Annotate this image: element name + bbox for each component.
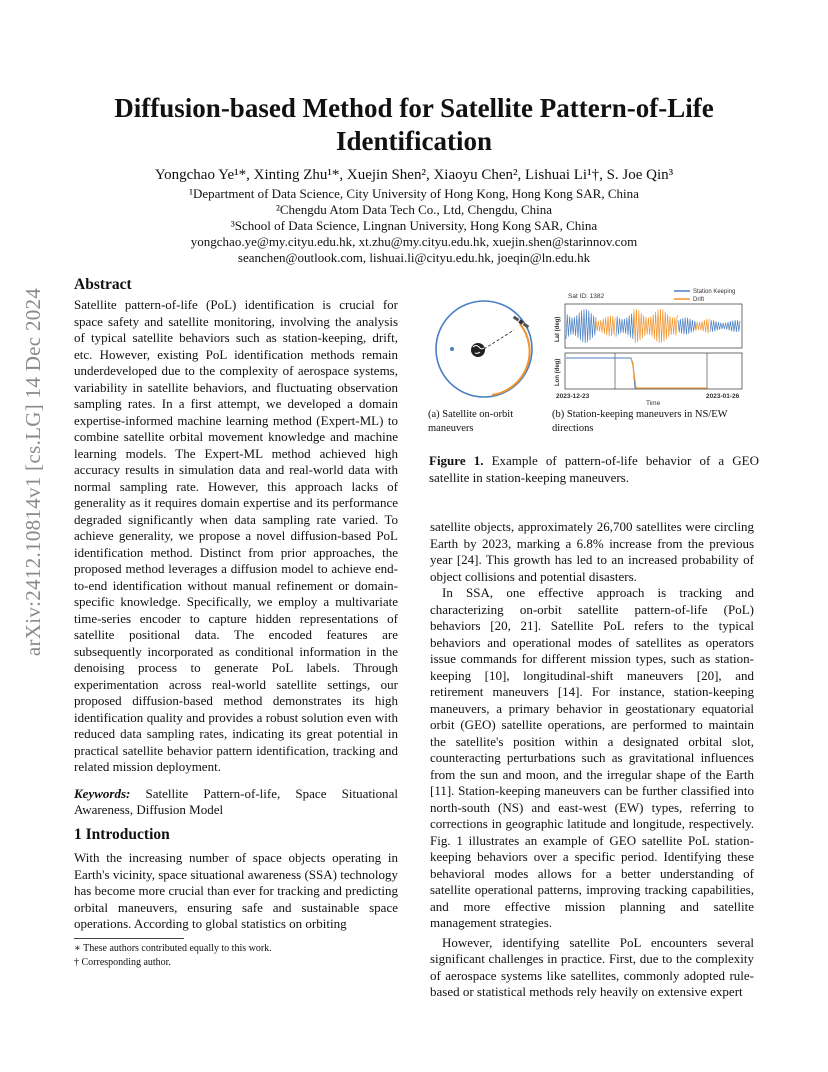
footnotes xyxy=(74,942,404,970)
footnote-corresponding: † Corresponding author. xyxy=(74,957,171,968)
lon-series-drift xyxy=(631,358,707,388)
paragraph-challenges: However, identifying satellite PoL encounters several significant challenges in practice. First, due to the complexity of aerospace systems like satellites, commonly adopted rule-based or statistical methods rely heavily on extensive expert xyxy=(430,934,754,999)
figure-1-caption xyxy=(429,453,759,486)
lon-ylabel: Lon (deg) xyxy=(555,358,561,386)
introduction-heading: 1 Introduction xyxy=(74,826,170,843)
lat-series-segment-0 xyxy=(566,309,596,343)
legend-station-keeping: Station Keeping xyxy=(693,289,736,295)
x-tick-start: 2023-12-23 xyxy=(556,393,590,400)
earth-icon xyxy=(471,343,485,357)
keywords-line xyxy=(74,786,398,819)
station-keeping-chart xyxy=(555,289,742,407)
keywords-text: Satellite Pattern-of-life, Space Situational Awareness, Diffusion Model xyxy=(74,785,398,817)
keywords-label: Keywords: xyxy=(74,785,131,801)
lon-series-station-keeping xyxy=(566,358,707,388)
abstract-section xyxy=(74,297,398,819)
radius-line xyxy=(484,330,514,349)
lat-series-segment-4 xyxy=(678,318,696,335)
orbit-marker xyxy=(450,347,454,351)
author-emails-2: seanchen@outlook.com, lishuai.li@cityu.edu.hk, joeqin@ln.edu.hk xyxy=(237,250,591,265)
lat-series-segment-3 xyxy=(634,309,677,343)
paragraph-ssa-pol: In SSA, one effective approach is tracking and characterizing on-orbit satellite pattern-of-life (PoL) behaviors [20, 21]. Satellite PoL refers to the typical behaviors and operational modes of satellites as operators issue commands for different mission types, such as station-keeping [10], longitudinal-shift maneuvers [20], and retirement maneuvers [14]. For instance, station-keeping maneuvers, a primary behavior in geostationary equatorial orbit (GEO) satellite operations, are performed to maintain the satellite's position within a designated orbital slot, counteracting perturbations such as gravitational influences from the sun and moon, and the irregular shape of the Earth [11]. Station-keeping maneuvers can be further classified into north-south (NS) and east-west (EW) types, referring to corrections in geographic latitude and longitude, respectively. Fig. 1 illustrates an example of GEO satellite PoL station-keeping behaviors over a specific period. Identifying these behavioral modes allows for a better understanding of satellite operational patterns, improving tracking capabilities, and more effective mission planning and satellite management strategies. xyxy=(430,585,754,930)
introduction-section xyxy=(74,850,398,933)
sat-id-label: Sat ID: 1382 xyxy=(568,293,605,300)
lat-series-segment-5 xyxy=(696,319,709,334)
affiliation-1: ¹Department of Data Science, City University of Hong Kong, Hong Kong SAR, China xyxy=(189,186,639,201)
author-list: Yongchao Ye¹*, Xinting Zhu¹*, Xuejin Shen², Xiaoyu Chen², Lishuai Li¹†, S. Joe Qin³ xyxy=(154,167,674,183)
x-tick-end: 2023-01-26 xyxy=(706,393,740,400)
subcaption-a: (a) Satellite on-orbit maneuvers xyxy=(428,409,514,434)
x-axis-label: Time xyxy=(646,400,661,407)
drift-arc xyxy=(492,324,530,395)
paper-title: Diffusion-based Method for Satellite Pattern-of-Life Identification xyxy=(114,93,714,156)
affiliation-2: ²Chengdu Atom Data Tech Co., Ltd, Chengdu, China xyxy=(275,202,553,217)
lat-series-segment-6 xyxy=(710,320,740,332)
author-emails-1: yongchao.ye@my.cityu.edu.hk, xt.zhu@my.cityu.edu.hk, xuejin.shen@starinnov.com xyxy=(190,234,638,249)
affiliation-3: ³School of Data Science, Lingnan University, Hong Kong SAR, China xyxy=(230,218,598,233)
lat-series-segment-1 xyxy=(596,316,615,336)
footnote-equal-contribution: ∗ These authors contributed equally to this work. xyxy=(74,943,272,954)
lat-series xyxy=(566,309,740,343)
orbit-diagram xyxy=(436,301,532,397)
lat-ylabel: Lat (deg) xyxy=(555,316,561,342)
abstract-heading: Abstract xyxy=(74,276,132,293)
abstract-text: Satellite pattern-of-life (PoL) identification is crucial for space safety and satellite monitoring, involving the analysis of typical satellite behaviors such as station-keeping, drift, etc. However, existing PoL identification methods remain underdeveloped due to the complexity of aerospace systems, variability in satellite behaviors, and fluctuating observation sampling rates. In a first attempt, we developed a domain expertise-informed machine learning method (Expert-ML) to combine satellite orbital movement knowledge and machine learning models. The Expert-ML method achieved high accuracy results in simulation data and real-world data with normal sampling rate. However, this approach lacks of generality as it requires domain expertise and its performance degraded significantly when data sampling rate varied. To achieve generality, we propose a novel diffusion-based PoL identification method. Distinct from prior approaches, the proposed method leverages a diffusion model to achieve end-to-end identification without manual refinement or domain-specific knowledge. Specifically, we employ a multivariate time-series encoder to capture hidden representations of satellite positional data. The encoded features are subsequently incorporated as conditional information in the denoising process to generate PoL labels. Through experimentation across real-world satellite settings, our proposed diffusion-based method demonstrates its high identification quality and provides a robust solution even with reduced data sampling rates, indicating its great potential in practical satellite behavior pattern identification, tracking and related mission deployment. xyxy=(74,297,398,774)
paragraph-satellite-objects: satellite objects, approximately 26,700 satellites were circling Earth by 2023, marking a 6.8% increase from the previous year [24]. This growth has led to an increased probability of object collisions and potential disasters. xyxy=(430,519,754,584)
figure-1-caption-text: Example of pattern-of-life behavior of a GEO satellite in station-keeping maneuvers. xyxy=(429,453,760,485)
figure-1-label: Figure 1. xyxy=(429,453,484,468)
subcaption-b: (b) Station-keeping maneuvers in NS/EW directions xyxy=(552,409,728,434)
intro-paragraph-1: With the increasing number of space objects operating in Earth's vicinity, space situational awareness (SSA) technology has become more crucial than ever for tracking and predicting orbital maneuvers, ensuring safe and sustainable space operations. According to global statistics on orbiting xyxy=(74,850,398,931)
footnote-rule xyxy=(74,938,184,939)
arxiv-stamp[interactable]: arXiv:2412.10814v1 [cs.LG] 14 Dec 2024 xyxy=(21,287,45,657)
legend-drift: Drift xyxy=(693,297,704,303)
right-column-text xyxy=(430,519,754,1001)
lat-series-segment-2 xyxy=(616,313,634,339)
